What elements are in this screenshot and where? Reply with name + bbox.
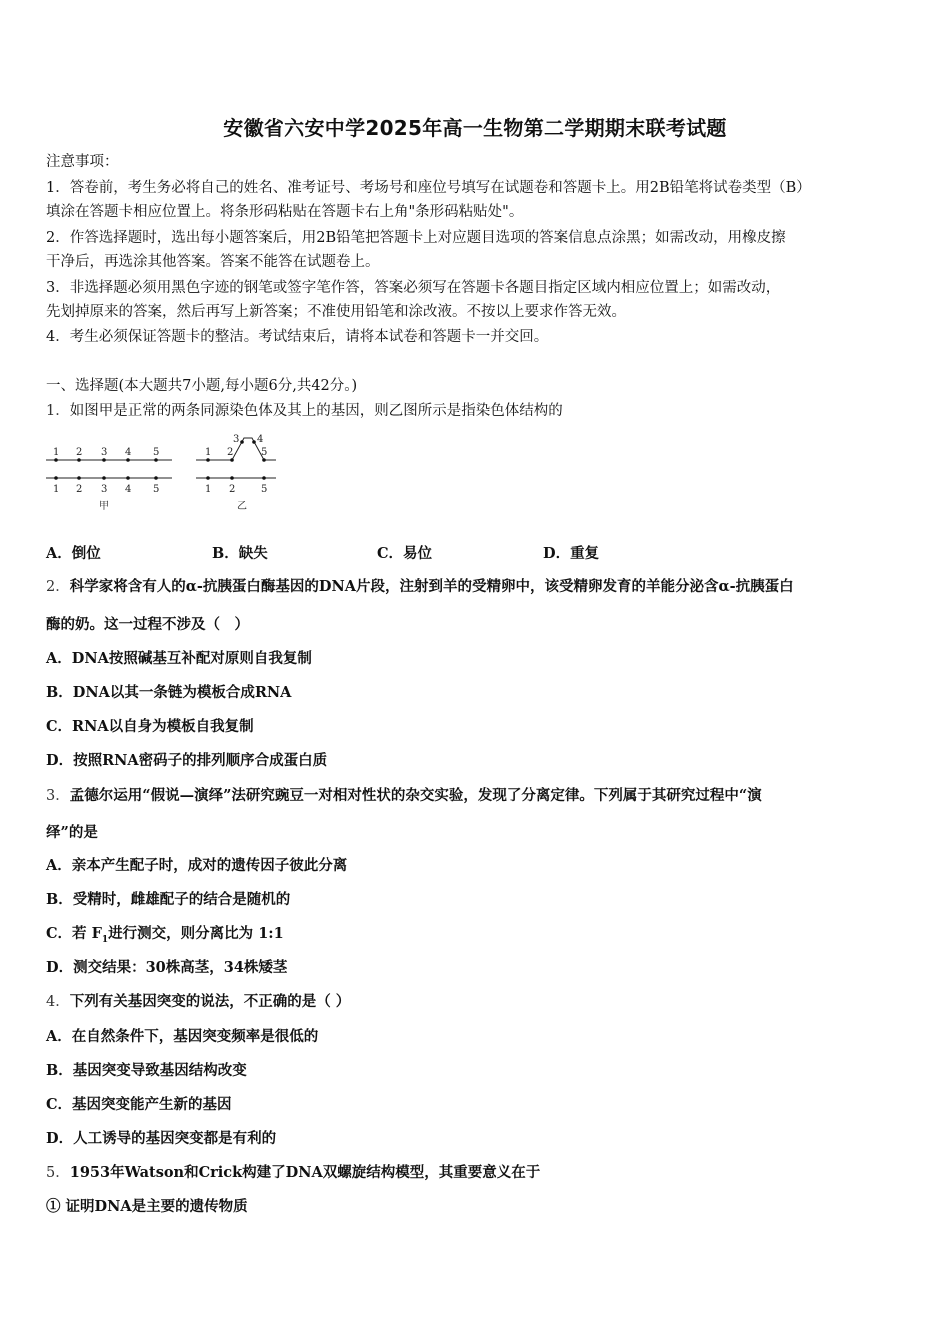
gene-label: 3: [101, 447, 108, 458]
notice-line: 干净后，再选涂其他答案。答案不能答在试题卷上。: [46, 254, 380, 270]
chromosome-figure: [44, 430, 284, 515]
gene-dot: [240, 440, 244, 444]
option-b[interactable]: B．受精时，雌雄配子的结合是随机的: [46, 891, 291, 908]
gene-dot: [230, 476, 234, 480]
gene-label: 4: [125, 447, 132, 458]
option-d[interactable]: D．测交结果：30株高茎，34株矮茎: [46, 959, 288, 976]
option-c[interactable]: [46, 924, 284, 950]
option-c[interactable]: C．基因突变能产生新的基因: [46, 1096, 232, 1113]
question-3: [46, 786, 762, 806]
notice-line: 4．考生必须保证答题卡的整洁。考试结束后，请将本试卷和答题卡一并交回。: [46, 329, 549, 345]
gene-dot: [206, 476, 210, 480]
option-b[interactable]: B．缺失: [212, 545, 268, 562]
gene-dot: [252, 440, 256, 444]
question-text: 如图甲是正常的两条同源染色体及其上的基因，则乙图所示是指染色体结构的: [69, 403, 563, 419]
gene-label: 2: [76, 447, 83, 458]
question-text-cont: 绎”的是: [46, 824, 98, 841]
notice-line: 1．答卷前，考生务必将自己的姓名、准考证号、考场号和座位号填写在试题卷和答题卡上。用2B铅笔将试卷类型（B）: [46, 180, 811, 196]
gene-label: 5: [261, 447, 268, 458]
gene-dot: [77, 458, 81, 462]
page-title: 安徽省六安中学2025年高一生物第二学期期末联考试题: [223, 116, 727, 140]
option-a[interactable]: A．DNA按照碱基互补配对原则自我复制: [46, 650, 312, 667]
gene-label: 5: [261, 484, 268, 495]
option-text: 进行测交，则分离比为 1:1: [108, 925, 284, 942]
question-number: 1．: [46, 403, 70, 419]
question-text-cont: 酶的奶。这一过程不涉及（ ）: [46, 616, 249, 633]
gene-dot: [230, 458, 234, 462]
gene-dot: [262, 476, 266, 480]
gene-dot: [154, 458, 158, 462]
option-d[interactable]: D．按照RNA密码子的排列顺序合成蛋白质: [46, 752, 328, 769]
figure-label-yi: 乙: [237, 501, 247, 512]
gene-label: 3: [101, 484, 108, 495]
gene-label: 1: [53, 484, 60, 495]
question-number: 5．: [46, 1165, 70, 1181]
option-c[interactable]: C．RNA以自身为模板自我复制: [46, 718, 254, 735]
section-heading: 一、选择题(本大题共7小题,每小题6分,共42分。): [46, 378, 358, 394]
gene-label: 4: [257, 434, 264, 445]
option-b[interactable]: B．基因突变导致基因结构改变: [46, 1062, 247, 1079]
statement-item: ① 证明DNA是主要的遗传物质: [46, 1198, 248, 1215]
gene-dot: [54, 476, 58, 480]
gene-dot: [102, 476, 106, 480]
gene-label: 4: [125, 484, 132, 495]
question-text: 科学家将含有人的α-抗胰蛋白酶基因的DNA片段，注射到羊的受精卵中，该受精卵发育的羊能分泌含α-抗胰蛋白: [69, 578, 794, 595]
question-number: 4．: [46, 994, 70, 1010]
question-1: [46, 401, 563, 421]
question-text: 下列有关基因突变的说法，不正确的是（ ）: [69, 993, 351, 1010]
option-a[interactable]: A．亲本产生配子时，成对的遗传因子彼此分离: [46, 857, 348, 874]
figure-label-jia: 甲: [99, 501, 109, 512]
option-a[interactable]: A．在自然条件下，基因突变频率是很低的: [46, 1028, 319, 1045]
gene-dot: [126, 476, 130, 480]
option-d[interactable]: D．重复: [543, 545, 600, 562]
gene-label: 1: [53, 447, 60, 458]
option-text: C．若 F: [46, 925, 102, 942]
option-c[interactable]: C．易位: [377, 545, 433, 562]
gene-label: 5: [153, 447, 160, 458]
question-4: [46, 992, 350, 1012]
gene-label: 5: [153, 484, 160, 495]
gene-dot: [102, 458, 106, 462]
gene-dot: [206, 458, 210, 462]
gene-label: 2: [76, 484, 83, 495]
question-number: 2．: [46, 579, 70, 595]
question-number: 3．: [46, 788, 70, 804]
notice-line: 填涂在答题卡相应位置上。将条形码粘贴在答题卡右上角"条形码粘贴处"。: [46, 204, 524, 220]
gene-label: 2: [229, 484, 236, 495]
gene-dot: [126, 458, 130, 462]
question-2: [46, 577, 794, 597]
gene-dot: [77, 476, 81, 480]
gene-label: 1: [205, 447, 212, 458]
gene-label: 3: [233, 434, 240, 445]
notice-line: 2．作答选择题时，选出每小题答案后，用2B铅笔把答题卡上对应题目选项的答案信息点涂黑；如需改动，用橡皮擦: [46, 230, 786, 246]
gene-dot: [54, 458, 58, 462]
question-text: 孟德尔运用“假说—演绎”法研究豌豆一对相对性状的杂交实验，发现了分离定律。下列属于其研究过程中“演: [69, 787, 762, 804]
gene-label: 2: [227, 447, 234, 458]
notice-heading: 注意事项：: [46, 154, 119, 170]
notice-line: 3．非选择题必须用黑色字迹的钢笔或签字笔作答，答案必须写在答题卡各题目指定区域内相应位置上；如需改动，: [46, 280, 781, 296]
option-a[interactable]: A．倒位: [46, 545, 101, 562]
question-text: 1953年Watson和Crick构建了DNA双螺旋结构模型，其重要意义在于: [69, 1164, 541, 1181]
gene-label: 1: [205, 484, 212, 495]
notice-line: 先划掉原来的答案，然后再写上新答案；不准使用铅笔和涂改液。不按以上要求作答无效。: [46, 304, 626, 320]
option-d[interactable]: D．人工诱导的基因突变都是有利的: [46, 1130, 277, 1147]
question-5: [46, 1163, 540, 1183]
gene-dot: [154, 476, 158, 480]
subscript: 1: [101, 934, 109, 945]
gene-dot: [262, 458, 266, 462]
option-b[interactable]: B．DNA以其一条链为模板合成RNA: [46, 684, 292, 701]
